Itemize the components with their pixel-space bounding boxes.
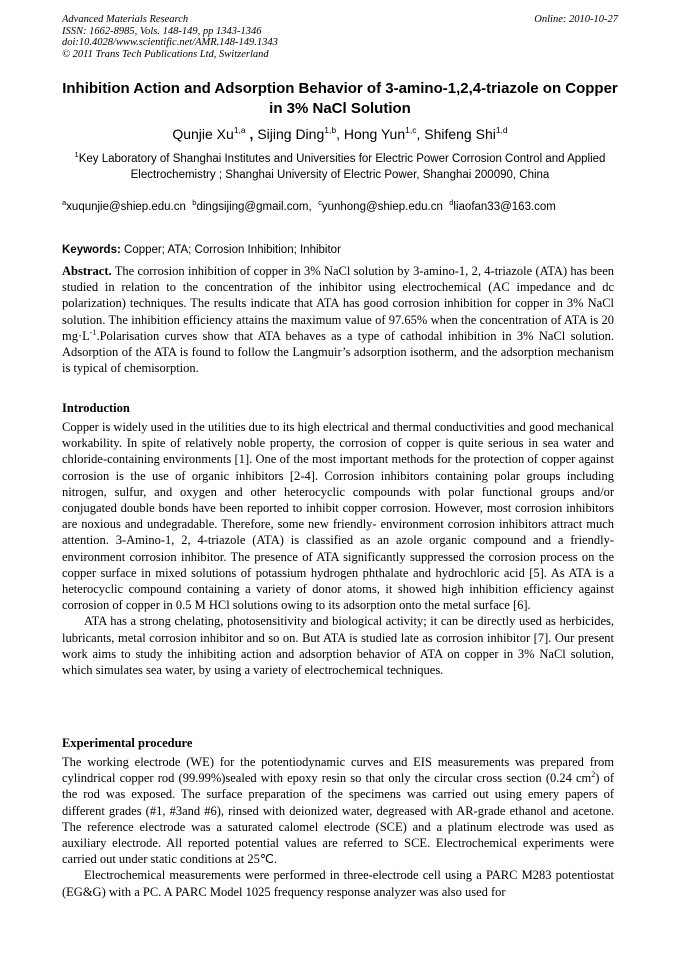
author-separator: , (336, 126, 344, 142)
issn-line: ISSN: 1662-8985, Vols. 148-149, pp 1343-1346 (62, 25, 262, 37)
keywords-label: Keywords: (62, 244, 121, 256)
affiliation-sup: 1 (74, 150, 79, 159)
keywords-text: Copper; ATA; Corrosion Inhibition; Inhibitor (120, 244, 341, 256)
email-sup: d (449, 198, 454, 207)
author-name: Hong Yun (343, 126, 406, 142)
author-sup: 1,b (324, 125, 337, 135)
journal-name: Advanced Materials Research (62, 14, 189, 25)
paper-title: Inhibition Action and Adsorption Behavior of 3-amino-1,2,4-triazole on Copper in 3% NaCl Solution (62, 80, 618, 117)
keywords (62, 243, 618, 257)
abstract (62, 263, 614, 376)
author-sup: 1,c (405, 125, 417, 135)
paragraph: ATA has a strong chelating, photosensitivity and biological activity; it can be directly used as herbicides, lubricants, metal corrosion inhibitor and so on. But ATA is studied late as corrosion inhibitor [7]. Our present work aims to study the inhibiting action and adsorption behavior of ATA on copper in 3% NaCl solution, which simulates sea water, by using a variety of electrochemical techniques. (62, 614, 614, 678)
email-link[interactable]: yunhong@shiep.edu.cn (321, 201, 443, 213)
introduction-heading: Introduction (62, 401, 130, 415)
author-name: Shifeng Shi (424, 126, 496, 142)
author-name: Sijing Ding (257, 126, 325, 142)
author-sup: 1,d (495, 125, 508, 135)
doi-line: doi:10.4028/www.scientific.net/AMR.148-149.1343 (62, 37, 278, 48)
author-sup: 1,a (233, 125, 246, 135)
paragraph-text: ) of the rod was exposed. The surface preparation of the specimens was carried out using emery papers of different grades (#1, #3and #6), rinsed with deionized water, degreased with AR-grade ethanol and acetone. The reference electrode was a saturated calomel electrode (SCE) and a platinum electrode was used as auxiliary electrode. All reported potential values are referred to SCE. Electrochemical experiments were carried out under static conditions at 25℃. (62, 771, 614, 867)
author-separator: , (245, 126, 258, 142)
email-list (62, 200, 618, 214)
abstract-sup: -1 (89, 327, 97, 337)
email-sup: a (62, 198, 67, 207)
email-sup: b (192, 198, 197, 207)
paragraph: Copper is widely used in the utilities due to its high electrical and thermal conductivities and good mechanical workability. In spite of relatively noble property, the corrosion of copper is quite serious in sea water and chloride-containing environments [1]. One of the most important methods for the protection of copper against corrosion is the use of organic inhibitors [2-4]. Corrosion inhibitors containing polar groups including nitrogen, sulfur, and oxygen and other heterocyclic compounds with polar functional groups and/or conjugated double bonds have been reported to inhibit copper corrosion. However, most corrosion inhibitors are noxious and undegradable. Therefore, some new friendly- environment corrosion inhibitors attract much attention. 3-Amino-1, 2, 4-triazole (ATA) is classified as an azole organic compound and a friendly- environment corrosion inhibitor. The presence of ATA significantly suppressed the corrosion process on the copper surface in mixed solutions of potassium hydrogen phthalate and hydrochloric acid [5]. As ATA is a heterocyclic compound containing a variety of donor atoms, it showed high inhibition efficiency against corrosion of copper in 0.5 M HCl solutions owing to its adsorption onto the metal surface [6]. (62, 420, 614, 613)
journal-header (62, 14, 618, 60)
copyright-line: © 2011 Trans Tech Publications Ltd, Switzerland (62, 48, 269, 60)
email-sup: c (318, 198, 322, 207)
author-separator: , (416, 126, 425, 142)
experimental-heading: Experimental procedure (62, 736, 193, 750)
paragraph-text: The working electrode (WE) for the potentiodynamic curves and EIS measurements was prepared from cylindrical copper rod (99.99%)sealed with epoxy resin so that only the circular cross section (0.24 cm (62, 755, 614, 786)
email-link[interactable]: liaofan33@163.com (453, 201, 556, 213)
affiliation-text: Key Laboratory of Shanghai Institutes and Universities for Electric Power Corrosion Control and Applied Electrochemistry ; Shanghai University of Electric Power, Shanghai 200090, China (78, 153, 606, 181)
author-name: Qunjie Xu (172, 126, 234, 142)
online-date: Online: 2010-10-27 (534, 14, 618, 25)
affiliation (62, 151, 618, 183)
email-link[interactable]: xuqunjie@shiep.edu.cn (66, 201, 186, 213)
paragraph: Electrochemical measurements were performed in three-electrode cell using a PARC M283 potentiostat (EG&G) with a PC. A PARC Model 1025 frequency response analyzer was also used for (62, 868, 614, 899)
paragraph (62, 754, 614, 867)
introduction-body (62, 419, 614, 678)
email-link[interactable]: dingsijing@gmail.com, (196, 201, 312, 213)
abstract-text: .Polarisation curves show that ATA behaves as a type of cathodal inhibition in 3% NaCl solution. Adsorption of the ATA is found to follow the Langmuir’s adsorption isotherm, and the adsorption mechanism is typical of chemisorption. (62, 328, 614, 376)
experimental-body (62, 754, 614, 900)
abstract-label: Abstract. (62, 264, 112, 278)
abstract-text: The corrosion inhibition of copper in 3% NaCl solution by 3-amino-1, 2, 4-triazole (ATA) has been studied in relation to the concentration of the inhibitor using electrochemical (AC impedance and dc polarization) techniques. The results indicate that ATA has good corrosion inhibition for copper in 3% NaCl solution. The inhibition efficiency attains the maximum value of 97.65% when the concentration of ATA is 20 mg·L (62, 264, 614, 343)
author-list (62, 125, 618, 143)
paragraph-sup: 2 (591, 770, 596, 780)
